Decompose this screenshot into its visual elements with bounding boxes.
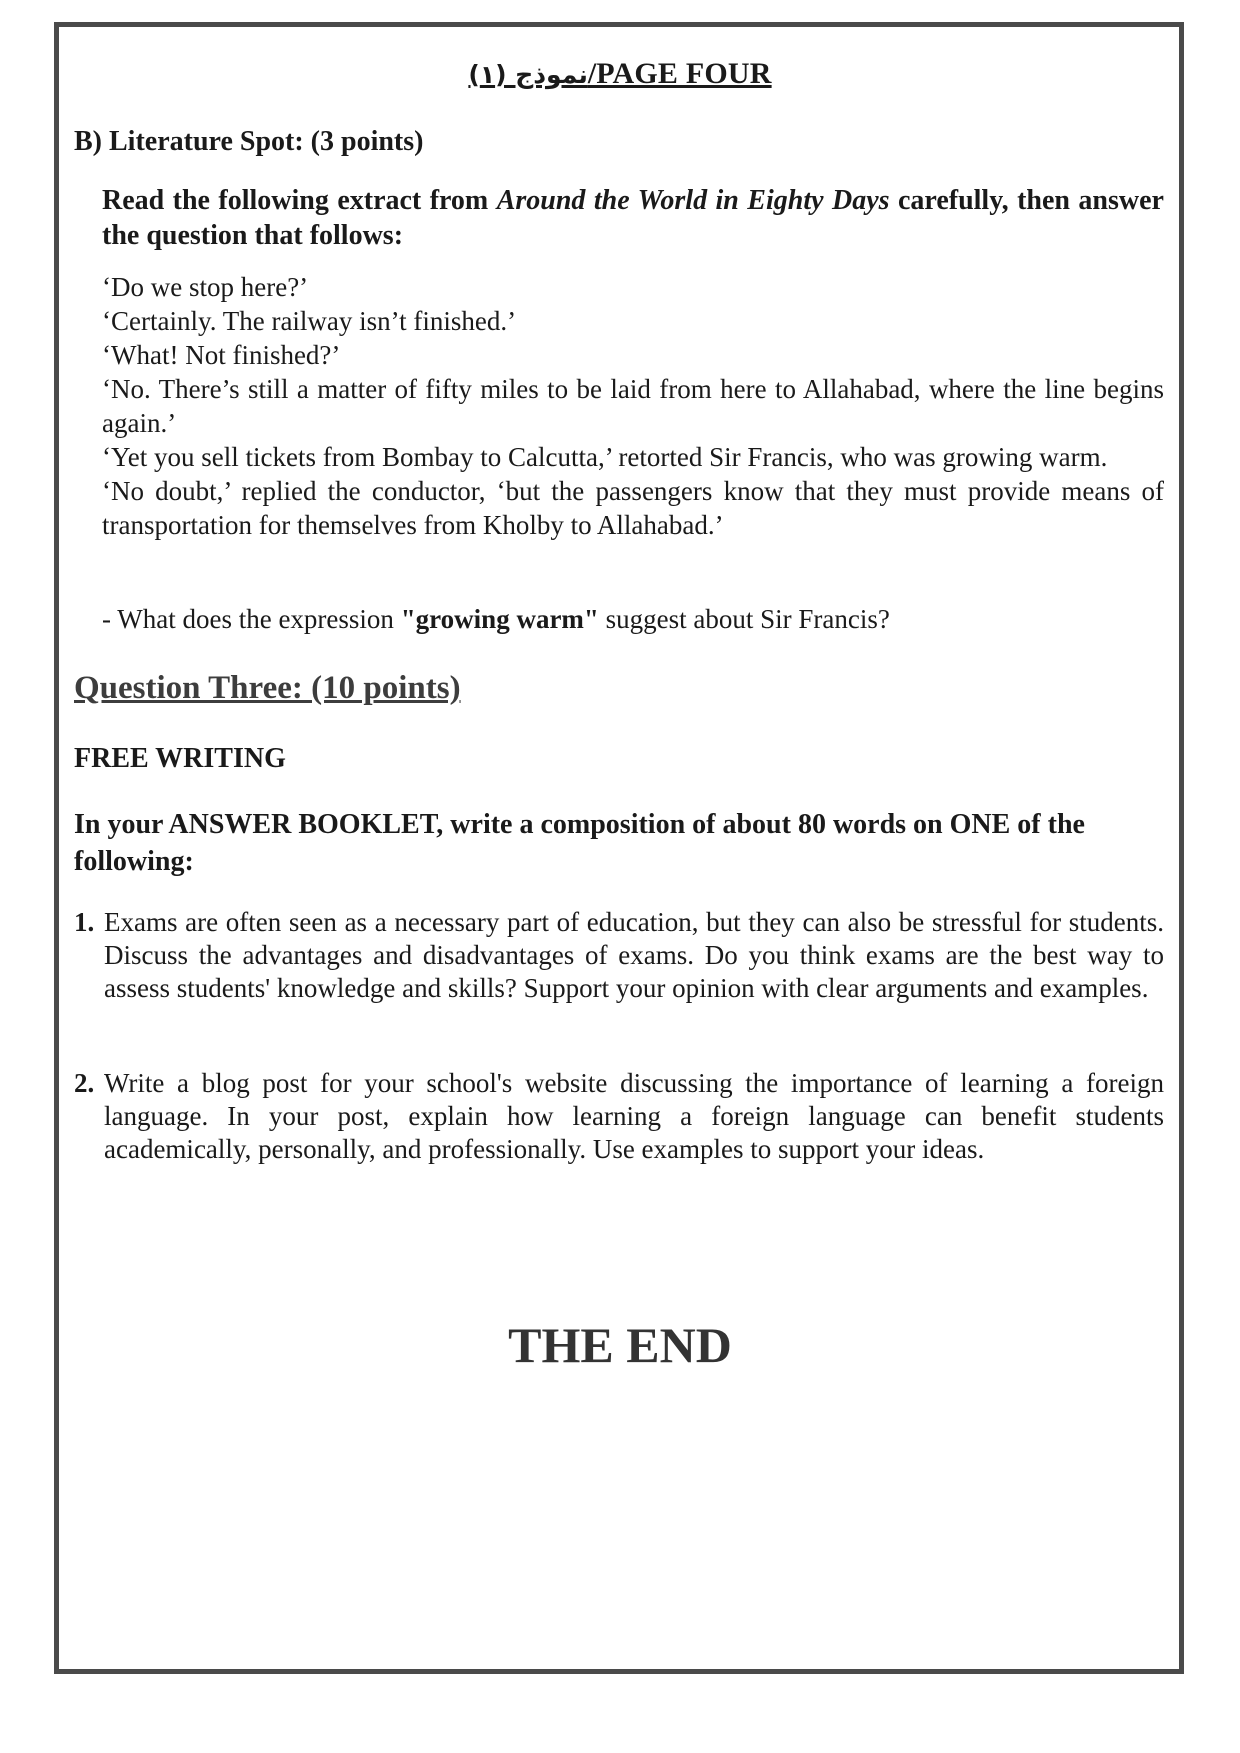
question-suffix: suggest about Sir Francis? xyxy=(598,604,890,634)
the-end-label: THE END xyxy=(508,1317,732,1373)
extract-line: ‘What! Not finished?’ xyxy=(102,340,341,370)
literature-question xyxy=(102,604,890,635)
topic-text: Write a blog post for your school's website discussing the importance of learning a foreign language. In your post, explain how learning a foreign language can benefit students academically, personally, and professionally. Use examples to support your ideas. xyxy=(104,1068,1164,1164)
composition-topic-1 xyxy=(74,906,1164,1005)
page-header xyxy=(0,57,1240,91)
question-expression: "growing warm" xyxy=(400,604,599,634)
topic-number: 2. xyxy=(74,1068,95,1098)
page-number-label: /PAGE FOUR xyxy=(587,57,772,90)
extract-line: ‘No doubt,’ replied the conductor, ‘but the passengers know that they must provide means of transportation for themselves from Kholby to Allahabad.’ xyxy=(102,476,1164,540)
literature-instruction xyxy=(102,183,1164,253)
free-writing-heading: FREE WRITING xyxy=(74,743,286,774)
topic-text: Exams are often seen as a necessary part of education, but they can also be stressful for students. Discuss the advantages and disadvantages of exams. Do you think exams are the best way to assess students' knowledge and skills? Support your opinion with clear arguments and examples. xyxy=(104,907,1164,1003)
extract-line: ‘Certainly. The railway isn’t finished.’ xyxy=(102,306,517,336)
instruction-part-1: Read the following extract from xyxy=(102,185,497,216)
extract-line: ‘Yet you sell tickets from Bombay to Calcutta,’ retorted Sir Francis, who was growing warm. xyxy=(102,442,1108,472)
extract-line: ‘No. There’s still a matter of fifty miles to be laid from here to Allahabad, where the line begins again.’ xyxy=(102,374,1164,438)
section-b-heading: B) Literature Spot: (3 points) xyxy=(74,126,424,157)
book-title: Around the World in Eighty Days xyxy=(496,185,890,216)
question-three-heading: Question Three: (10 points) xyxy=(74,670,461,706)
extract-line: ‘Do we stop here?’ xyxy=(102,272,309,302)
literature-extract xyxy=(102,270,1164,542)
composition-instruction: In your ANSWER BOOKLET, write a composition of about 80 words on ONE of the following: xyxy=(74,809,1085,877)
instruction-part-2: carefully, then answer the question that follows: xyxy=(102,185,1164,251)
composition-topic-2 xyxy=(74,1067,1164,1166)
model-number-arabic: نموذج (١) xyxy=(468,60,588,89)
question-prefix: - What does the expression xyxy=(102,604,401,634)
topic-number: 1. xyxy=(74,907,95,937)
